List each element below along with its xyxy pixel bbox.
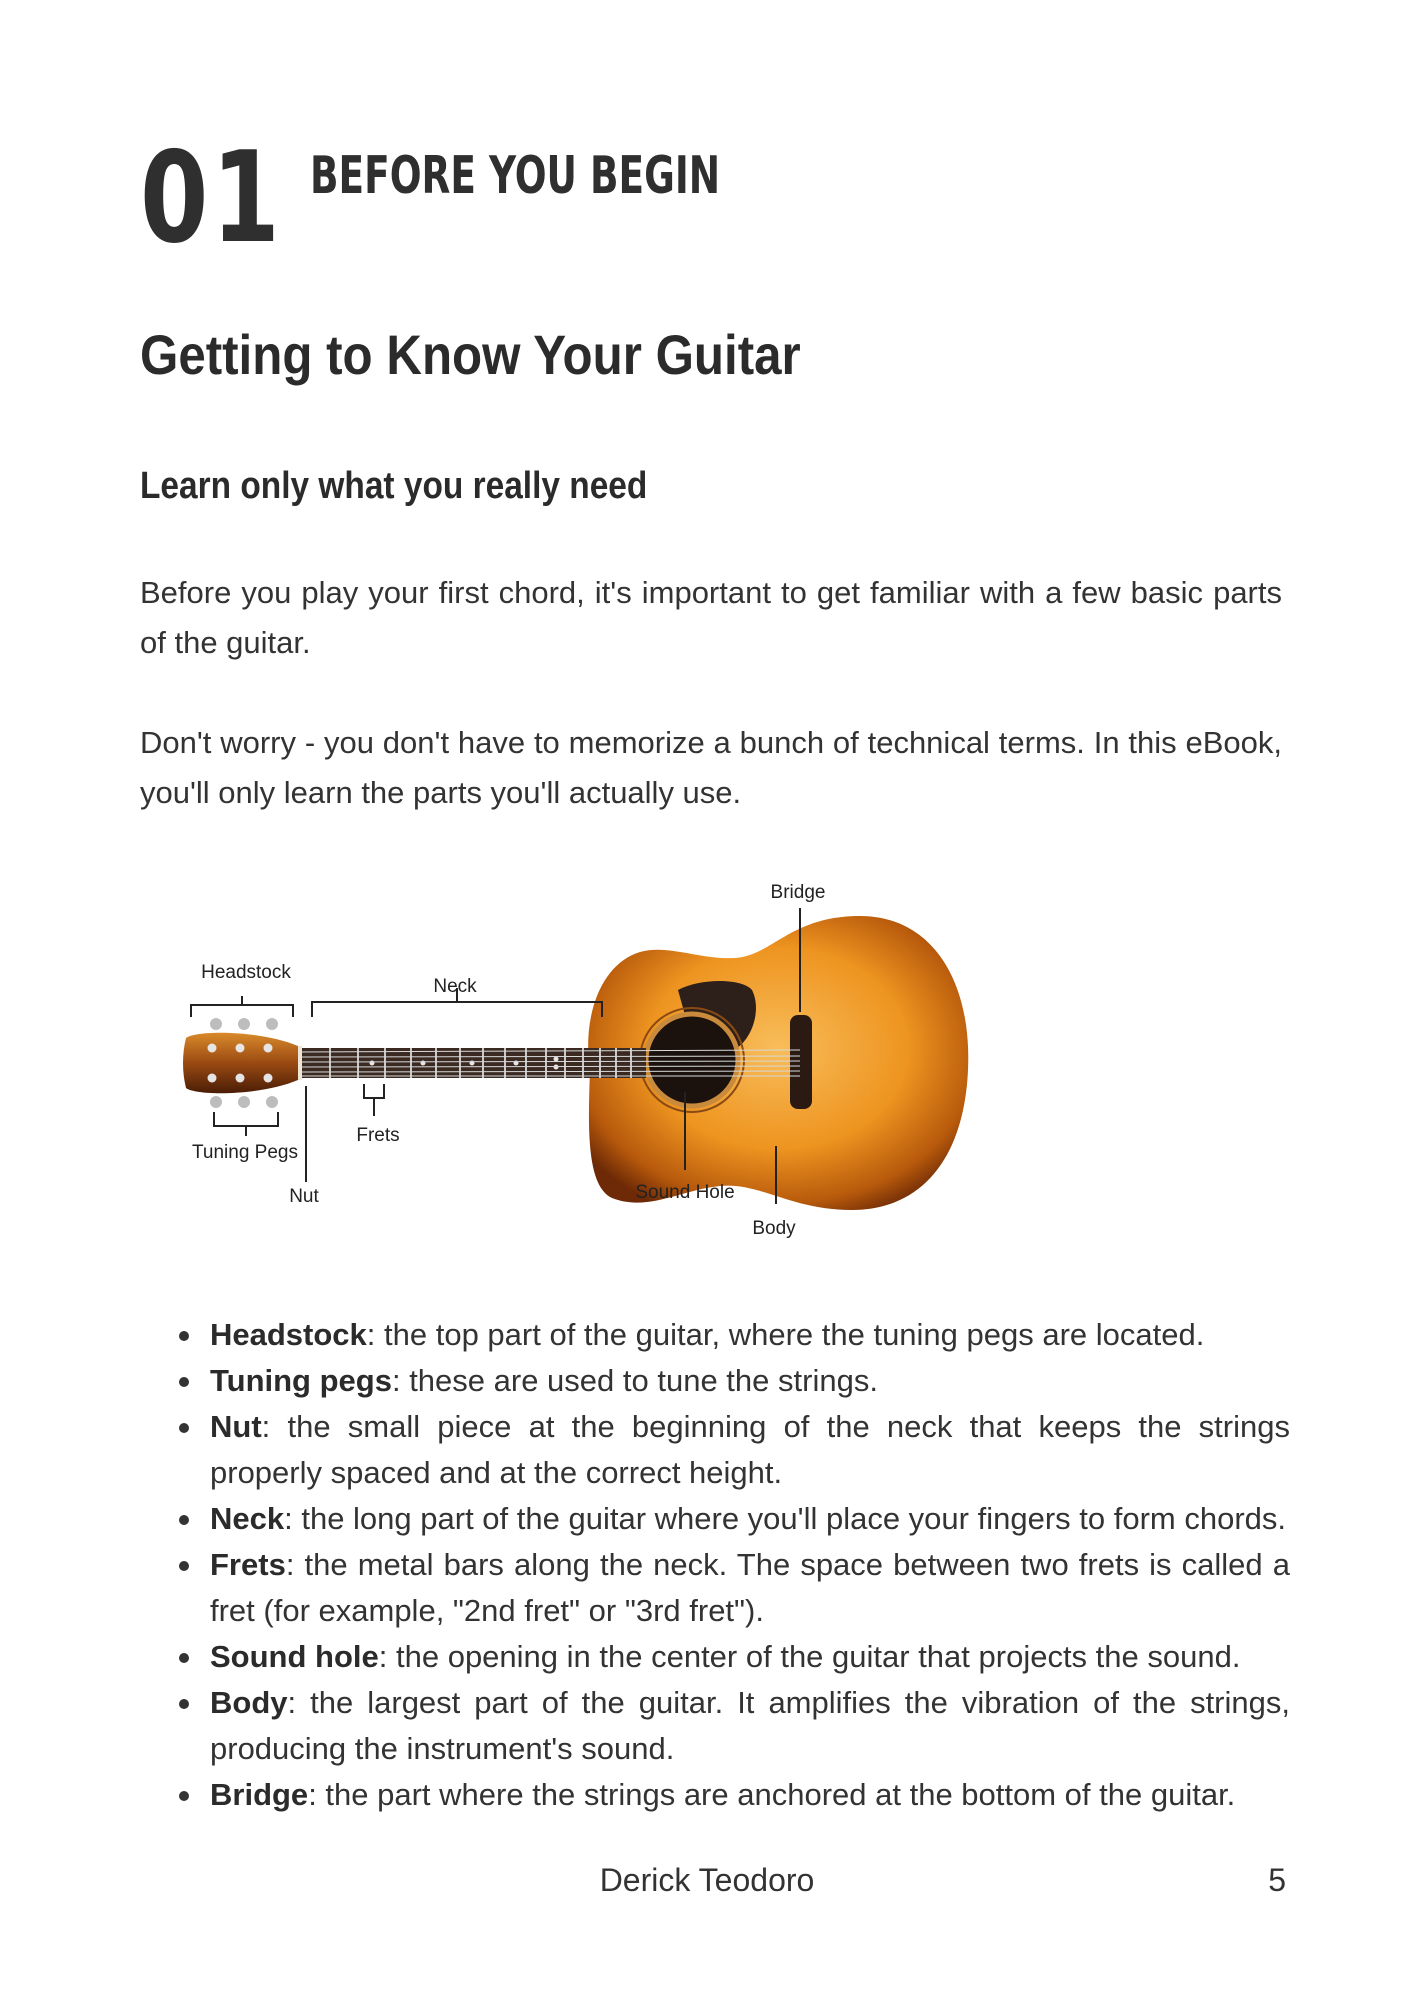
list-term: Neck xyxy=(210,1501,285,1536)
section-subheading: Learn only what you really need xyxy=(140,465,648,507)
reassurance-paragraph: Don't worry - you don't have to memorize a bunch of technical terms. In this eBook, you'll only learn the parts you'll actually use. xyxy=(140,725,1282,810)
list-description: : these are used to tune the strings. xyxy=(391,1363,878,1398)
label-tuning-pegs: Tuning Pegs xyxy=(192,1142,298,1163)
intro-paragraph: Before you play your first chord, it's important to get familiar with a few basic parts of the guitar. xyxy=(140,575,1282,660)
sound-hole xyxy=(646,1014,738,1106)
list-item xyxy=(170,1542,1290,1634)
list-description: : the long part of the guitar where you'll place your fingers to form chords. xyxy=(284,1501,1286,1536)
parts-list xyxy=(170,1312,1290,1818)
chapter-number: 01 xyxy=(140,124,284,271)
list-item xyxy=(170,1634,1290,1680)
label-frets: Frets xyxy=(356,1125,400,1146)
page-heading: Getting to Know Your Guitar xyxy=(140,323,801,386)
list-term: Headstock xyxy=(210,1317,367,1352)
list-item xyxy=(170,1312,1290,1358)
list-item xyxy=(170,1680,1290,1772)
list-term: Sound hole xyxy=(210,1639,379,1674)
chapter-title: BEFORE YOU BEGIN xyxy=(310,146,721,206)
headstock xyxy=(183,1033,298,1094)
list-term: Tuning pegs xyxy=(210,1363,392,1398)
label-neck: Neck xyxy=(433,976,477,997)
list-description: : the small piece at the beginning of the neck that keeps the strings properly spaced and at the correct height. xyxy=(210,1409,1290,1490)
list-term: Nut xyxy=(210,1409,262,1444)
bridge xyxy=(790,1015,812,1109)
list-term: Body xyxy=(210,1685,288,1720)
label-bridge: Bridge xyxy=(770,882,826,903)
list-description: : the metal bars along the neck. The space between two frets is called a fret (for example, "2nd fret" or "3rd fret"). xyxy=(210,1547,1290,1628)
list-description: : the largest part of the guitar. It amplifies the vibration of the strings, producing the instrument's sound. xyxy=(210,1685,1290,1766)
list-item xyxy=(170,1358,1290,1404)
list-description: : the part where the strings are anchored at the bottom of the guitar. xyxy=(308,1777,1236,1812)
list-description: : the opening in the center of the guitar that projects the sound. xyxy=(378,1639,1241,1674)
footer-author: Derick Teodoro xyxy=(599,1862,815,1898)
list-term: Frets xyxy=(210,1547,286,1582)
guitar-diagram xyxy=(0,860,1414,1260)
page-number: 5 xyxy=(1268,1862,1286,1898)
list-description: : the top part of the guitar, where the tuning pegs are located. xyxy=(366,1317,1205,1352)
label-body: Body xyxy=(752,1218,796,1239)
label-headstock: Headstock xyxy=(201,962,291,983)
list-item xyxy=(170,1496,1290,1542)
list-item xyxy=(170,1772,1290,1818)
label-sound-hole: Sound Hole xyxy=(635,1182,735,1203)
list-term: Bridge xyxy=(210,1777,309,1812)
list-item xyxy=(170,1404,1290,1496)
label-nut: Nut xyxy=(289,1186,319,1207)
